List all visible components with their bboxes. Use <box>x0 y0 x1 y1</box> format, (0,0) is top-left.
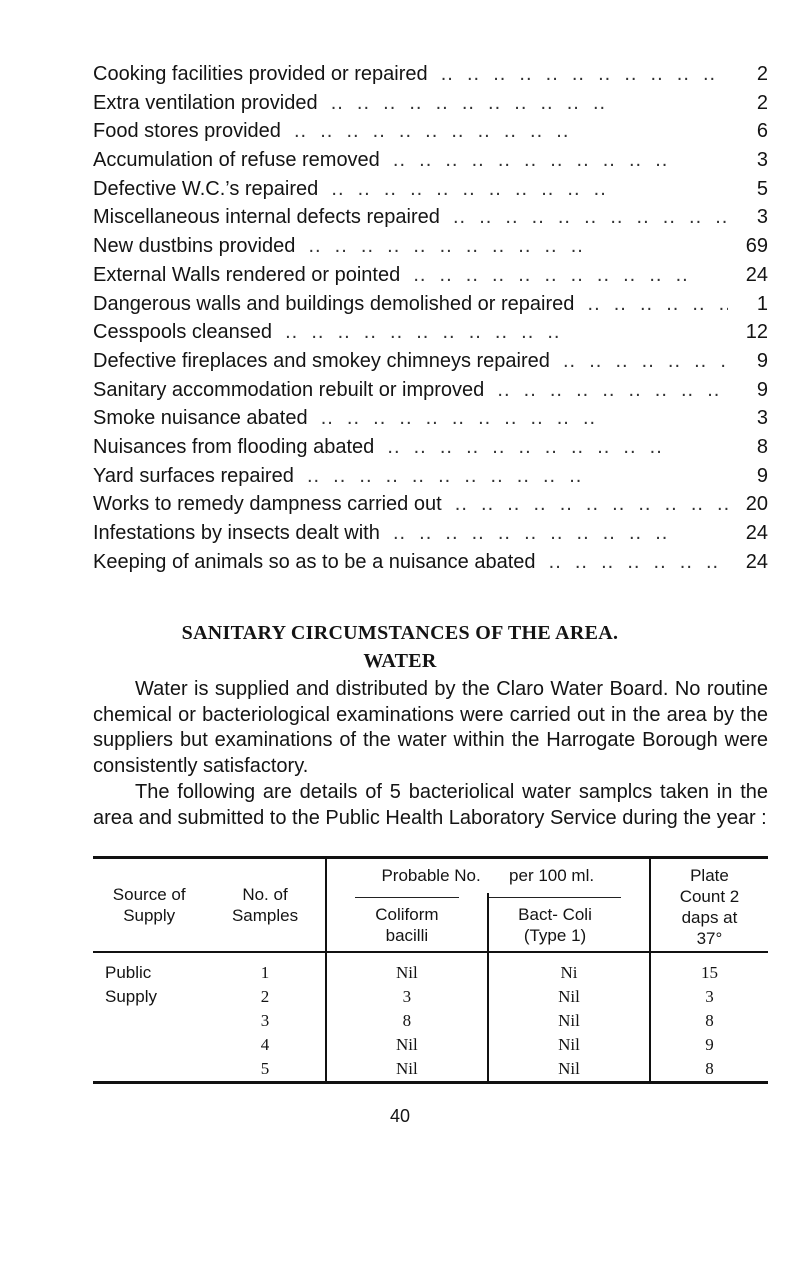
item-count: 3 <box>756 407 768 430</box>
item-label: Food stores provided .. . <box>93 117 728 146</box>
item-count: 8 <box>756 435 768 458</box>
header-divider <box>355 897 459 946</box>
col-header-source <box>93 858 205 952</box>
header-text: Probable No. <box>381 866 481 885</box>
item-label: Infestations by insects dealt with .. . <box>93 519 728 548</box>
list-item <box>93 462 768 491</box>
header-text: No. of <box>242 885 288 904</box>
header-text: 37° <box>696 929 723 948</box>
source-cell <box>93 952 205 1083</box>
item-label: Yard surfaces repaired .. . <box>93 462 728 491</box>
header-text: Count 2 <box>679 887 740 906</box>
list-item <box>93 433 768 462</box>
item-count: 2 <box>756 91 768 114</box>
plate-count-cell: 8 <box>650 1057 768 1083</box>
header-text: Plate <box>690 866 729 885</box>
bact-coli-cell: Ni <box>488 952 650 985</box>
item-label: Smoke nuisance abated .. . <box>93 404 728 433</box>
col-header-samples <box>205 858 325 952</box>
item-count: 3 <box>756 206 768 229</box>
item-count: 3 <box>756 149 768 172</box>
sample-cell: 2 <box>260 987 270 1006</box>
item-count: 24 <box>745 263 768 286</box>
list-item <box>93 490 768 519</box>
water-supply-paragraph: Water is supplied and distributed by the Claro Water Board. No routine chemical or bacteriological examinations were carried out in the area by the suppliers but examinations of the water within the Harrogate Borough were consistently satisfactory. <box>93 678 768 777</box>
table-row <box>93 952 768 985</box>
item-count: 69 <box>745 235 768 258</box>
coliform-cell: 8 <box>326 1009 488 1033</box>
header-text: Samples <box>231 906 299 925</box>
col-header-bact-coli <box>488 893 650 951</box>
item-count: 9 <box>756 464 768 487</box>
water-samples-table <box>93 856 768 1103</box>
sample-cell: 3 <box>260 1011 270 1030</box>
header-text: bacilli <box>385 926 429 945</box>
item-label: Cesspools cleansed .. . <box>93 318 728 347</box>
item-count: 1 <box>756 292 768 315</box>
header-text: Supply <box>123 906 176 925</box>
header-text: Coliform <box>375 905 439 924</box>
item-count: 12 <box>745 321 768 344</box>
plate-count-cell: 9 <box>650 1033 768 1057</box>
header-text: Source of <box>112 885 186 904</box>
item-label: Sanitary accommodation rebuilt or improved .. . <box>93 376 728 405</box>
plate-count-cell: 3 <box>650 985 768 1009</box>
item-label: Nuisances from flooding abated .. . <box>93 433 728 462</box>
list-item <box>93 146 768 175</box>
list-item <box>93 89 768 118</box>
item-label: Extra ventilation provided .. . <box>93 89 728 118</box>
coliform-cell: Nil <box>326 1057 488 1083</box>
sanitary-works-list <box>93 60 768 576</box>
item-label: New dustbins provided .. . <box>93 232 728 261</box>
bact-coli-cell: Nil <box>488 985 650 1009</box>
bact-coli-cell: Nil <box>488 1009 650 1033</box>
item-count: 2 <box>756 63 768 85</box>
list-item <box>93 548 768 577</box>
item-count: 24 <box>745 522 768 544</box>
list-item <box>93 318 768 347</box>
item-count: 24 <box>745 550 768 573</box>
col-header-coliform <box>326 893 488 951</box>
plate-count-cell: 8 <box>650 1009 768 1033</box>
item-count: 6 <box>756 120 768 143</box>
bact-coli-cell: Nil <box>488 1057 650 1083</box>
list-item <box>93 519 768 548</box>
sample-cell: 1 <box>260 963 270 982</box>
list-item <box>93 404 768 433</box>
item-label: Works to remedy dampness carried out .. . <box>93 490 728 519</box>
item-label: Defective W.C.’s repaired .. . <box>93 175 728 204</box>
sample-cell: 5 <box>205 1057 325 1083</box>
list-item <box>93 290 768 319</box>
item-label: Dangerous walls and buildings demolished or repaired .. . <box>93 290 728 319</box>
samples-intro-paragraph: The following are details of 5 bacteriolical water samplcs taken in the area and submitted to the Public Health Laboratory Service during the year : <box>93 781 768 829</box>
coliform-cell: Nil <box>326 952 488 985</box>
col-header-plate <box>650 858 768 952</box>
list-item <box>93 261 768 290</box>
coliform-cell: 3 <box>326 985 488 1009</box>
item-label: Cooking facilities provided or repaired .. . <box>93 60 728 89</box>
source-text: Supply <box>105 987 157 1006</box>
list-item <box>93 203 768 232</box>
page-number: 40 <box>389 1106 411 1126</box>
list-item <box>93 347 768 376</box>
item-label: Keeping of animals so as to be a nuisance abated .. . <box>93 548 728 577</box>
header-text: Bact- Coli <box>518 905 592 924</box>
list-item <box>93 60 768 89</box>
header-text: per 100 ml. <box>509 866 595 885</box>
list-item <box>93 376 768 405</box>
item-label: External Walls rendered or pointed .. . <box>93 261 728 290</box>
list-item <box>93 232 768 261</box>
sub-heading: WATER <box>363 650 437 672</box>
item-label: Defective fireplaces and smokey chimneys repaired .. . <box>93 347 728 376</box>
item-count: 9 <box>756 349 768 372</box>
item-count: 20 <box>745 493 768 516</box>
item-count: 5 <box>756 177 768 200</box>
coliform-cell: Nil <box>326 1033 488 1057</box>
list-item <box>93 117 768 146</box>
source-text: Public <box>105 963 152 982</box>
section-heading: SANITARY CIRCUMSTANCES OF THE AREA. <box>181 622 619 644</box>
item-label: Miscellaneous internal defects repaired .. . <box>93 203 728 232</box>
col-header-probable <box>326 858 650 894</box>
header-text: daps at <box>681 908 738 927</box>
header-text: (Type 1) <box>523 926 587 945</box>
bact-coli-cell: Nil <box>488 1033 650 1057</box>
list-item <box>93 175 768 204</box>
item-label: Accumulation of refuse removed .. . <box>93 146 728 175</box>
plate-count-cell: 15 <box>650 952 768 985</box>
sample-cell: 4 <box>260 1035 270 1054</box>
header-divider <box>489 897 621 946</box>
item-count: 9 <box>756 378 768 401</box>
